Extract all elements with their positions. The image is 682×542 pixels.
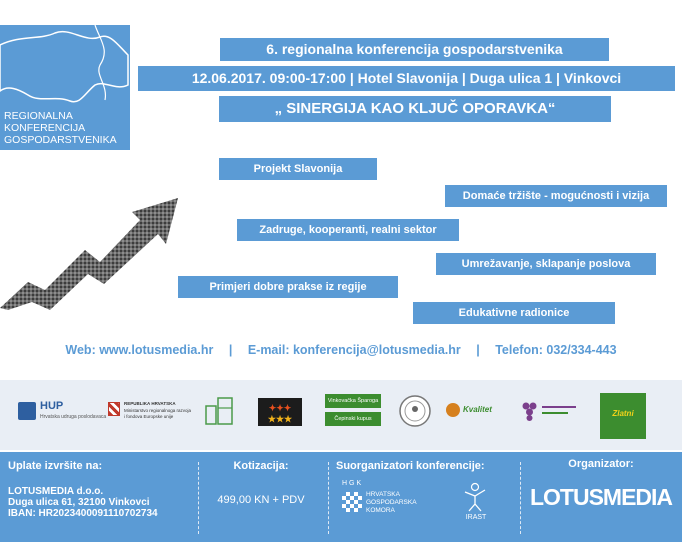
hup-mark-icon <box>18 402 36 420</box>
logo-text <box>4 110 117 146</box>
payment-iban: IBAN: HR2023400091110702734 <box>8 508 158 519</box>
ministry-sublabel: Ministarstvo regionalnoga razvoja i fondova Europske unije <box>124 408 192 419</box>
hgk-name-line: GOSPODARSKA <box>366 499 417 506</box>
zlatni-label: Zlatni <box>612 409 634 418</box>
hgk-name-line: KOMORA <box>366 507 395 514</box>
event-details: 12.06.2017. 09:00-17:00 | Hotel Slavonija | Duga ulica 1 | Vinkovci <box>138 66 675 91</box>
kvalitet-label: Kvalitet <box>463 405 492 414</box>
footer-divider <box>520 462 521 534</box>
conference-title: 6. regionalna konferencija gospodarstvenika <box>220 38 609 61</box>
organizer-title: Organizator: <box>568 458 634 470</box>
topic-projekt-slavonija: Projekt Slavonija <box>219 158 377 180</box>
email-link[interactable]: E-mail: konferencija@lotusmedia.hr <box>247 343 461 357</box>
svg-text:★★★: ★★★ <box>267 414 293 424</box>
payment-address: Duga ulica 61, 32100 Vinkovci <box>8 497 150 508</box>
coorganizers-title: Suorganizatori konferencije: <box>336 460 485 472</box>
cepinski-kupus-badge: Čepinski kupus <box>325 412 381 426</box>
event-slogan: „ SINERGIJA KAO KLJUČ OPORAVKA“ <box>219 96 611 122</box>
fee-info <box>202 460 320 506</box>
croatian-coat-of-arms-icon <box>108 402 120 416</box>
logo-line: REGIONALNA <box>4 110 73 122</box>
separator: | <box>476 343 480 357</box>
hgk-checkerboard-icon <box>342 492 362 512</box>
topic-radionice: Edukativne radionice <box>413 302 615 324</box>
separator: | <box>228 343 233 357</box>
zlatni-logo <box>600 393 646 439</box>
footer <box>0 452 682 542</box>
payment-name: LOTUSMEDIA d.o.o. <box>8 486 104 497</box>
fee-title: Kotizacija: <box>233 460 289 472</box>
apple-icon <box>446 403 460 417</box>
topic-primjeri-prakse: Primjeri dobre prakse iz regije <box>178 276 398 298</box>
svg-text:✦✦✦: ✦✦✦ <box>268 403 292 413</box>
logo-line: KONFERENCIJA <box>4 122 86 134</box>
payment-title: Uplate izvršite na: <box>8 460 103 472</box>
person-figure-icon <box>461 482 489 512</box>
footer-divider <box>198 462 199 534</box>
conference-logo <box>0 25 130 150</box>
grape-logo-line <box>542 412 568 414</box>
hup-logo <box>18 400 108 430</box>
irast-label: IRAST <box>465 514 487 521</box>
building-icon <box>202 394 236 430</box>
sponsors-strip <box>0 380 682 450</box>
coorganizers <box>336 460 516 521</box>
hgk-short: HGK <box>342 480 364 487</box>
hgk-name <box>366 491 417 515</box>
ministry-logo <box>108 398 193 430</box>
hup-sublabel: Hrvatska udruga poslodavaca <box>40 414 107 420</box>
vinkovacka-sparoga-badge: Vinkovačka Šparoga <box>325 394 381 408</box>
organizer <box>524 458 678 511</box>
hgk-logo <box>342 480 437 530</box>
fee-value: 499,00 KN + PDV <box>217 494 305 506</box>
topic-zadruge: Zadruge, kooperanti, realni sektor <box>237 219 459 241</box>
footer-divider <box>328 462 329 534</box>
seal-icon <box>398 394 432 428</box>
growth-arrow-graphic <box>0 190 195 310</box>
grape-icon <box>520 400 540 424</box>
contact-line <box>0 343 682 357</box>
irast-logo <box>451 482 501 530</box>
grape-logo <box>520 398 580 426</box>
hup-label: HUP <box>40 400 64 412</box>
hgk-name-line: HRVATSKA <box>366 491 400 498</box>
grape-logo-line <box>542 406 576 408</box>
kvalitet-logo <box>446 400 506 426</box>
logo-line: GOSPODARSTVENIKA <box>4 134 117 146</box>
lotusmedia-logo: LOTUSMEDIA <box>529 484 673 510</box>
topic-domace-trziste: Domaće tržište - mogućnosti i vizija <box>445 185 667 207</box>
topic-umrezavanje: Umrežavanje, sklapanje poslova <box>436 253 656 275</box>
phone-number: Telefon: 032/334-443 <box>495 343 617 357</box>
payment-info <box>8 460 193 519</box>
festival-logo-icon <box>258 398 302 426</box>
ministry-label: REPUBLIKA HRVATSKA <box>124 401 176 406</box>
website-link[interactable]: Web: www.lotusmedia.hr <box>65 343 214 357</box>
